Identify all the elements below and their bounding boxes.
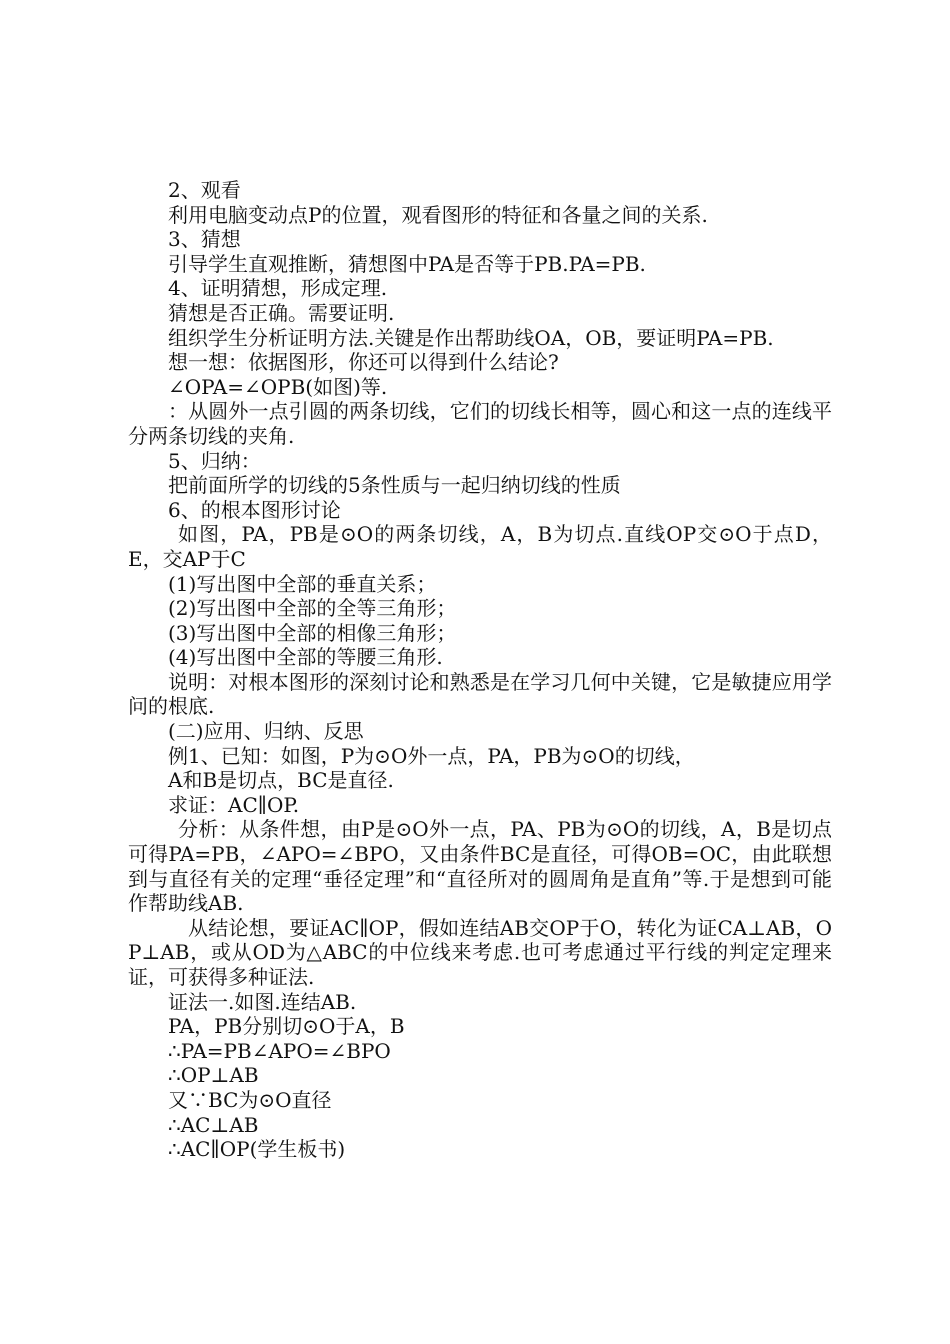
question-item: (2)写出图中全部的全等三角形； bbox=[168, 596, 457, 621]
example-paragraph: 例1、已知：如图，P为⊙O外一点，PA，PB为⊙O的切线， bbox=[168, 743, 695, 768]
proof-line: 证法一.如图.连结AB. bbox=[168, 989, 357, 1014]
paragraph: 如图，PA，PB是⊙O的两条切线，A，B为切点.直线OP交⊙O于点D，E，交AP于C bbox=[128, 522, 832, 571]
heading-figure-discussion: 6、的根本图形讨论 bbox=[168, 497, 341, 522]
question-item: (4)写出图中全部的等腰三角形. bbox=[168, 645, 443, 670]
proof-line: ∴AC∥OP(学生板书) bbox=[168, 1137, 346, 1162]
section-heading: (二)应用、归纳、反思 bbox=[168, 719, 364, 744]
paragraph: 利用电脑变动点P的位置，观看图形的特征和各量之间的关系. bbox=[168, 202, 708, 227]
theorem-paragraph: ：从圆外一点引圆的两条切线，它们的切线长相等，圆心和这一点的连线平分两条切线的夹角. bbox=[128, 399, 832, 448]
question-item: (1)写出图中全部的垂直关系； bbox=[168, 571, 437, 596]
heading-observe: 2、观看 bbox=[168, 178, 241, 202]
analysis-paragraph: 分析：从条件想，由P是⊙O外一点，PA、PB为⊙O的切线，A，B是切点可得PA=PB，∠APO=∠BPO，又由条件BC是直径，可得OB=OC，由此联想到与直径有关的定理“垂径定理”和“直径所对的圆周角是直角”等.于是想到可能作帮助线AB. bbox=[128, 817, 832, 916]
analysis-paragraph: 从结论想，要证AC∥OP，假如连结AB交OP于O，转化为证CA⊥AB，OP⊥AB，或从OD为△ABC的中位线来考虑.也可考虑通过平行线的判定定理来证，可获得多种证法. bbox=[128, 915, 832, 989]
paragraph: 猜想是否正确。需要证明. bbox=[168, 300, 395, 325]
question-item: (3)写出图中全部的相像三角形； bbox=[168, 620, 457, 645]
heading-summarize: 5、归纳： bbox=[168, 448, 261, 473]
paragraph: 把前面所学的切线的5条性质与一起归纳切线的性质 bbox=[168, 473, 621, 498]
paragraph: 想一想：依据图形，你还可以得到什么结论? bbox=[168, 350, 559, 375]
proof-line: PA，PB分别切⊙O于A，B bbox=[168, 1014, 405, 1039]
paragraph: 组织学生分析证明方法.关键是作出帮助线OA，OB，要证明PA=PB. bbox=[168, 325, 774, 350]
heading-prove: 4、证明猜想，形成定理. bbox=[168, 276, 388, 301]
proof-line: ∴AC⊥AB bbox=[168, 1112, 259, 1137]
paragraph: ∠OPA=∠OPB(如图)等. bbox=[168, 374, 388, 399]
paragraph: A和B是切点，BC是直径. bbox=[168, 768, 394, 793]
paragraph: 求证：AC∥OP. bbox=[168, 792, 300, 817]
proof-line: ∴OP⊥AB bbox=[168, 1063, 259, 1088]
proof-line: 又∵BC为⊙O直径 bbox=[168, 1087, 332, 1112]
paragraph: 引导学生直观推断，猜想图中PA是否等于PB.PA=PB. bbox=[168, 251, 646, 276]
heading-guess: 3、猜想 bbox=[168, 227, 241, 252]
document-body bbox=[128, 178, 832, 1162]
proof-line: ∴PA=PB∠APO=∠BPO bbox=[168, 1038, 391, 1063]
paragraph: 说明：对根本图形的深刻讨论和熟悉是在学习几何中关键，它是敏捷应用学问的根底. bbox=[128, 669, 832, 719]
